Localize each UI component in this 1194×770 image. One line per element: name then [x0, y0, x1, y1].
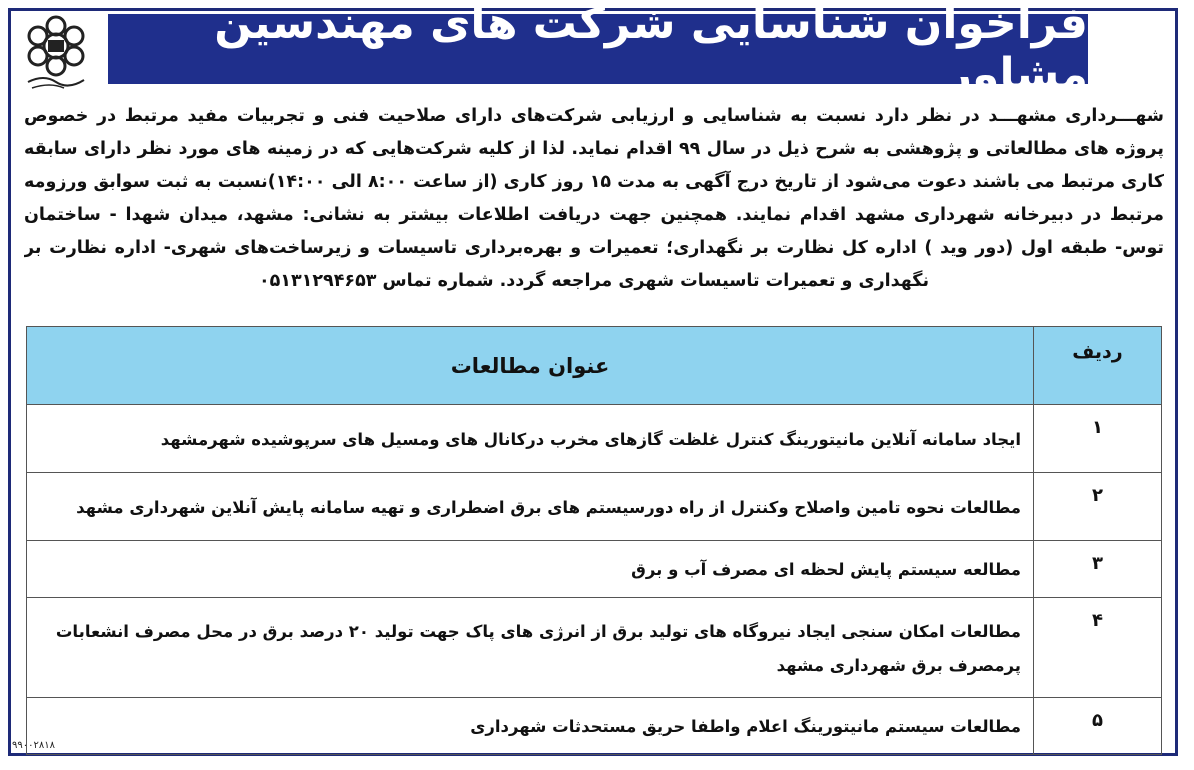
intro-line: شهـــرداری مشهـــد در نظر دارد نسبت به شناسایی و ارزیابی شرکت‌های دارای صلاحیت فنی و تجربیات مفید مرتبط در خصوص: [24, 106, 1164, 126]
page-title: [108, 0, 1088, 100]
column-header-title: عنوان مطالعات: [27, 327, 1034, 405]
row-title: مطالعه سیستم پایش لحظه ای مصرف آب و برق: [27, 541, 1034, 598]
page-title-text: فراخوان شناسایی شرکت های مهندسین مشاور: [214, 0, 1088, 100]
intro-paragraph: [24, 100, 1164, 298]
row-title: مطالعات امکان سنجی ایجاد نیروگاه های تولید برق از انرژی های پاک جهت تولید ۲۰ درصد برق در محل مصرف انشعابات پرمصرف برق شهرداری مشهد: [27, 598, 1034, 698]
table-header-row: [27, 327, 1162, 405]
studies-table: [26, 326, 1162, 755]
row-number: ۲: [1034, 473, 1162, 541]
table-row: [27, 405, 1162, 473]
intro-line: کاری مرتبط می باشند دعوت می‌شود از تاریخ درج آگهی به مدت ۱۵ روز کاری (از ساعت ۸:۰۰ الی ۱۴:۰۰)نسبت به ثبت سوابق ورزومه: [24, 172, 1164, 192]
ad-code: ۹۹۰۰۲۸۱۸: [12, 740, 55, 751]
intro-line: پروژه های مطالعاتی و پژوهشی به شرح ذیل در سال ۹۹ اقدام نماید. لذا از کلیه شرکت‌هایی که در زمینه های مورد نظر دارای سابقه: [24, 139, 1164, 159]
table-row: [27, 598, 1162, 698]
row-title: مطالعات سیستم مانیتورینگ اعلام واطفا حریق مستحدثات شهرداری: [27, 698, 1034, 755]
intro-line: نگهداری و تعمیرات تاسیسات شهری مراجعه گردد. شماره تماس ۰۵۱۳۱۲۹۴۶۵۳: [258, 271, 930, 291]
intro-line: توس- طبقه اول (دور وید ) اداره کل نظارت بر نگهداری؛ تعمیرات و بهره‌برداری تاسیسات و زیرساخت‌های شهری- اداره نظارت بر: [24, 238, 1164, 258]
table-row: [27, 473, 1162, 541]
row-title: ایجاد سامانه آنلاین مانیتورینگ کنترل غلظت گازهای مخرب درکانال های ومسیل های سرپوشیده شهرمشهد: [27, 405, 1034, 473]
row-number: ۵: [1034, 698, 1162, 755]
intro-line: مرتبط در دبیرخانه شهرداری مشهد اقدام نمایند. همچنین جهت دریافت اطلاعات بیشتر به نشانی: مشهد، میدان شهدا - ساختمان: [24, 205, 1164, 225]
row-title: مطالعات نحوه تامین واصلاح وکنترل از راه دورسیستم های برق اضطراری و تهیه سامانه پایش آنلاین شهرداری مشهد: [27, 473, 1034, 541]
row-number: ۱: [1034, 405, 1162, 473]
municipality-logo-icon: [14, 12, 98, 92]
column-header-num: ردیف: [1034, 327, 1162, 405]
row-number: ۴: [1034, 598, 1162, 698]
row-number: ۳: [1034, 541, 1162, 598]
table-row: [27, 698, 1162, 755]
table-row: [27, 541, 1162, 598]
